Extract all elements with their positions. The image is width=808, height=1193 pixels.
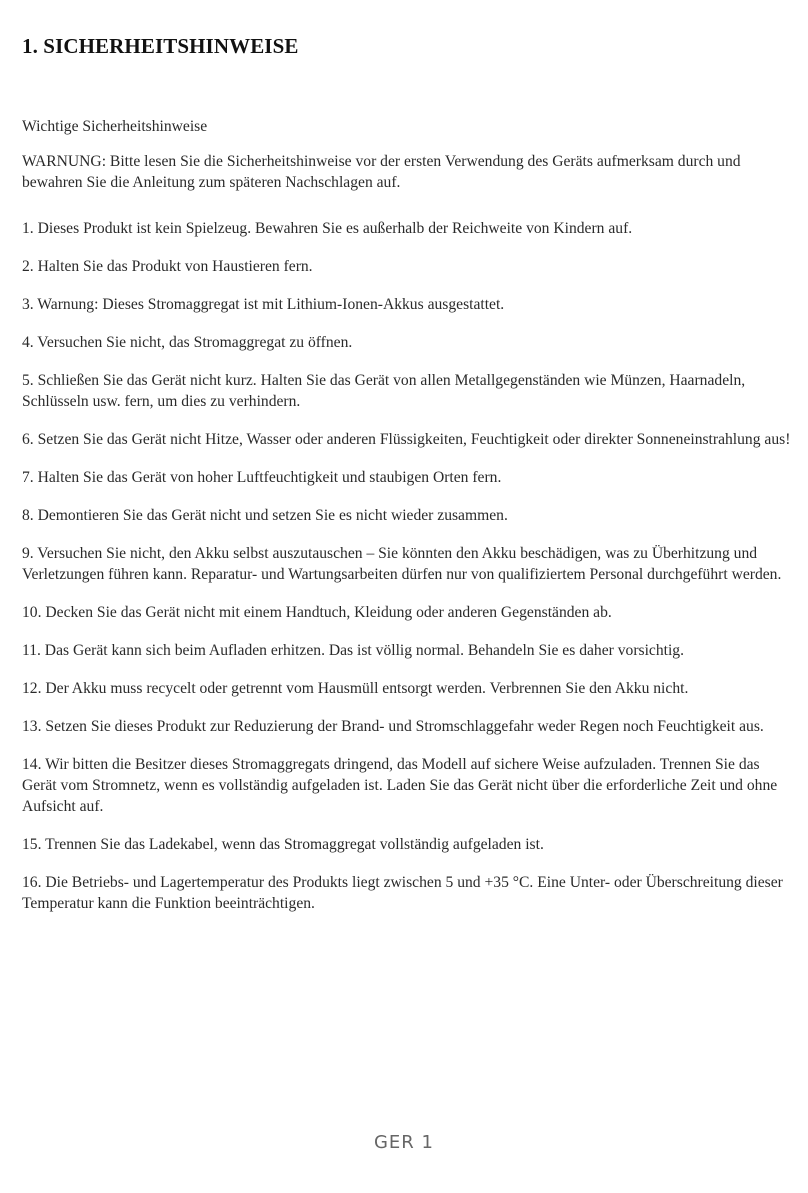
- document-body: [22, 116, 792, 931]
- page-number: GER 1: [373, 1132, 434, 1153]
- safety-item-1: 1. Dieses Produkt ist kein Spielzeug. Bewahren Sie es außerhalb der Reichweite von Kindern auf.: [22, 220, 633, 237]
- section-subtitle: Wichtige Sicherheitshinweise: [22, 118, 208, 135]
- safety-item-7: 7. Halten Sie das Gerät von hoher Luftfeuchtigkeit und staubigen Orten fern.: [22, 469, 502, 486]
- safety-item-11: 11. Das Gerät kann sich beim Aufladen erhitzen. Das ist völlig normal. Behandeln Sie es daher vorsichtig.: [22, 642, 684, 659]
- safety-item-6: 6. Setzen Sie das Gerät nicht Hitze, Wasser oder anderen Flüssigkeiten, Feuchtigkeit oder direkter Sonneneinstrahlung aus!: [22, 431, 791, 448]
- safety-item-12: 12. Der Akku muss recycelt oder getrennt vom Hausmüll entsorgt werden. Verbrennen Sie den Akku nicht.: [22, 680, 689, 697]
- safety-item-10: 10. Decken Sie das Gerät nicht mit einem Handtuch, Kleidung oder anderen Gegenständen ab.: [22, 604, 612, 621]
- warning-paragraph: WARNUNG: Bitte lesen Sie die Sicherheitshinweise vor der ersten Verwendung des Geräts aufmerksam durch und bewahren Sie die Anleitung zum späteren Nachschlagen auf.: [22, 153, 741, 191]
- page-title: 1. SICHERHEITSHINWEISE: [22, 34, 299, 58]
- safety-item-14: 14. Wir bitten die Besitzer dieses Stromaggregats dringend, das Modell auf sichere Weise aufzuladen. Trennen Sie das Gerät vom Stromnetz, wenn es vollständig aufgeladen ist. Laden Sie das Gerät nicht über die erforderliche Zeit und ohne Aufsicht auf.: [22, 756, 778, 815]
- safety-item-15: 15. Trennen Sie das Ladekabel, wenn das Stromaggregat vollständig aufgeladen ist.: [22, 836, 544, 853]
- safety-item-2: 2. Halten Sie das Produkt von Haustieren fern.: [22, 258, 313, 275]
- safety-item-9: 9. Versuchen Sie nicht, den Akku selbst auszutauschen – Sie könnten den Akku beschädigen, was zu Überhitzung und Verletzungen führen kann. Reparatur- und Wartungsarbeiten dürfen nur von qualifiziertem Personal durchgeführt werden.: [22, 545, 782, 583]
- safety-item-4: 4. Versuchen Sie nicht, das Stromaggregat zu öffnen.: [22, 334, 353, 351]
- safety-item-5: 5. Schließen Sie das Gerät nicht kurz. Halten Sie das Gerät von allen Metallgegenständen wie Münzen, Haarnadeln, Schlüsseln usw. fern, um dies zu verhindern.: [22, 372, 746, 410]
- safety-item-16: 16. Die Betriebs- und Lagertemperatur des Produkts liegt zwischen 5 und +35 °C. Eine Unter- oder Überschreitung dieser Temperatur kann die Funktion beeinträchtigen.: [22, 874, 783, 912]
- safety-item-3: 3. Warnung: Dieses Stromaggregat ist mit Lithium-Ionen-Akkus ausgestattet.: [22, 296, 505, 313]
- safety-item-13: 13. Setzen Sie dieses Produkt zur Reduzierung der Brand- und Stromschlaggefahr weder Regen noch Feuchtigkeit aus.: [22, 718, 764, 735]
- safety-item-8: 8. Demontieren Sie das Gerät nicht und setzen Sie es nicht wieder zusammen.: [22, 507, 508, 524]
